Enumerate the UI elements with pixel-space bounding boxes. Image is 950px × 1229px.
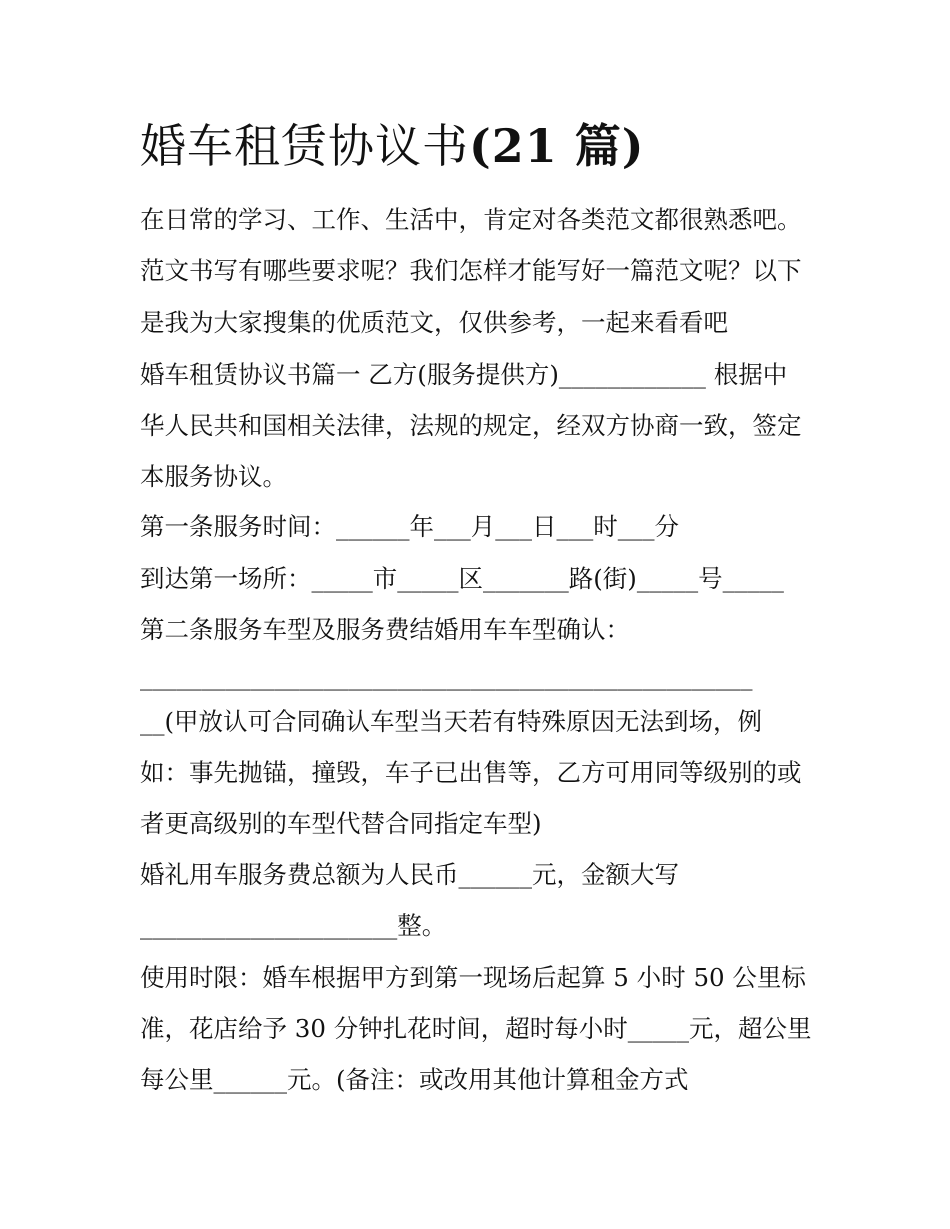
intro-line-1: 在日常的学习、工作、生活中，肯定对各类范文都很熟悉吧。 (140, 205, 802, 234)
document-title (140, 114, 645, 178)
agreement-line-2: 华人民共和国相关法律，法规的规定，经双方协商一致，签定 (140, 411, 802, 440)
time-limit-line-3: 每公里______元。(备注：或改用其他计算租金方式 (140, 1065, 689, 1094)
first-location-line: 到达第一场所：_____市_____区_______路(街)_____号_____ (140, 564, 784, 593)
car-model-note-line-3: 者更高级别的车型代替合同指定车型) (140, 809, 542, 838)
time-limit-line-1: 使用时限：婚车根据甲方到第一现场后起算 5 小时 50 公里标 (140, 963, 806, 992)
service-time-line: 第一条服务时间：______年___月___日___时___分 (140, 512, 679, 541)
intro-line-2: 范文书写有哪些要求呢？我们怎样才能写好一篇范文呢？以下 (140, 256, 802, 285)
time-limit-line-2: 准，花店给予 30 分钟扎花时间，超时每小时_____元，超公里 (140, 1014, 812, 1043)
agreement-heading-line: 婚车租赁协议书篇一 乙方(服务提供方)____________ 根据中 (140, 360, 788, 389)
title-count: (21 篇) (469, 119, 645, 173)
article-two-line: 第二条服务车型及服务费结婚用车车型确认： (140, 615, 630, 644)
car-model-blank-line: __________________________________________________ (140, 662, 753, 691)
car-model-note-line-1: __(甲放认可合同确认车型当天若有特殊原因无法到场，例 (140, 707, 763, 736)
intro-line-3: 是我为大家搜集的优质范文，仅供参考，一起来看看吧 (140, 308, 728, 337)
agreement-line-3: 本服务协议。 (140, 462, 287, 491)
service-fee-line: 婚礼用车服务费总额为人民币______元，金额大写 (140, 860, 679, 889)
title-main: 婚车租赁协议书 (140, 119, 469, 173)
amount-in-words-line: _____________________整。 (140, 911, 447, 940)
car-model-note-line-2: 如：事先抛锚，撞毁，车子已出售等，乙方可用同等级别的或 (140, 758, 802, 787)
